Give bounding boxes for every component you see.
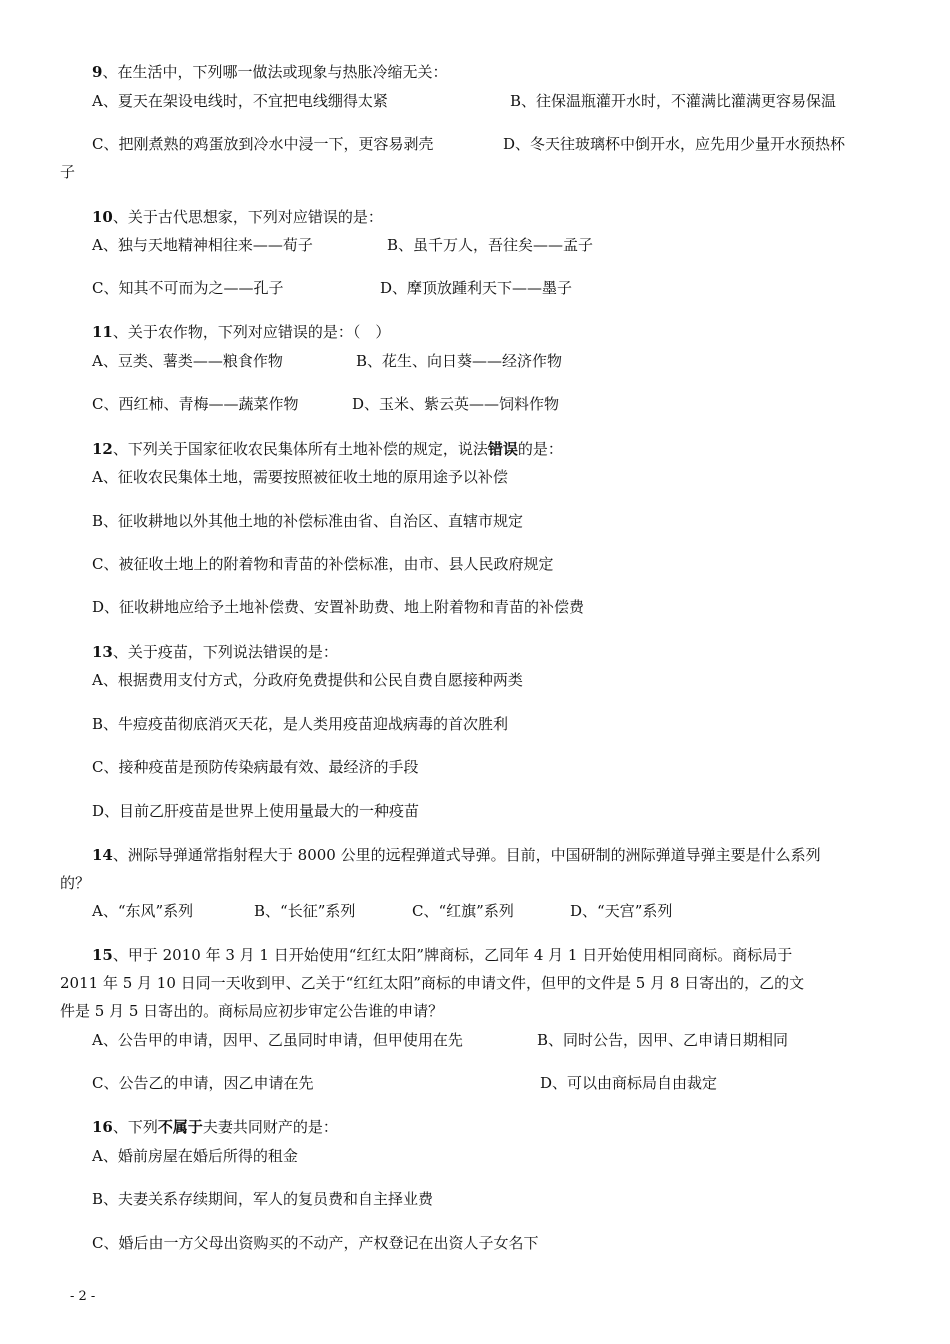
- option-a: A、公告甲的申请，因甲、乙虽同时申请，但甲使用在先: [92, 1031, 463, 1049]
- question-10-stem: [92, 207, 383, 227]
- option-d: D、冬天往玻璃杯中倒开水，应先用少量开水预热杯: [503, 135, 846, 153]
- question-number: 9: [92, 63, 103, 81]
- question-number: 11: [92, 323, 113, 341]
- option-a: A、婚前房屋在婚后所得的租金: [92, 1147, 298, 1165]
- question-14-continuation: 的？: [60, 874, 91, 892]
- question-13-stem: [92, 642, 338, 662]
- option-a: A、夏天在架设电线时，不宜把电线绷得太紧: [92, 92, 388, 110]
- option-a: A、“东风”系列: [92, 902, 194, 920]
- question-text: 、在生活中，下列哪一做法或现象与热胀冷缩无关：: [102, 63, 448, 81]
- option-d-continuation: 子: [60, 163, 76, 181]
- option-d: D、摩顶放踵利天下——墨子: [380, 279, 573, 297]
- option-c: C、“红旗”系列: [412, 902, 514, 920]
- question-text-end: 夫妻共同财产的是：: [202, 1118, 338, 1136]
- question-number: 16: [92, 1118, 113, 1136]
- option-d: D、“天宫”系列: [570, 902, 673, 920]
- option-b: B、牛痘疫苗彻底消灭天花，是人类用疫苗迎战病毒的首次胜利: [92, 715, 509, 733]
- question-text: 、下列: [112, 1118, 158, 1136]
- emphasis-text: 错误: [487, 440, 518, 458]
- option-b: B、同时公告，因甲、乙申请日期相同: [537, 1031, 789, 1049]
- option-b: B、“长征”系列: [254, 902, 356, 920]
- question-text: 、关于农作物，下列对应错误的是：（ ）: [112, 323, 391, 341]
- question-15-continuation-1: 2011 年 5 月 10 日同一天收到甲、乙关于“红红太阳”商标的申请文件，但甲的文件是 5 月 8 日寄出的，乙的文: [60, 974, 805, 992]
- question-text: 、关于疫苗，下列说法错误的是：: [112, 643, 338, 661]
- question-number: 10: [92, 208, 113, 226]
- question-15-continuation-2: 件是 5 月 5 日寄出的。商标局应初步审定公告谁的申请？: [60, 1002, 444, 1020]
- option-c: C、接种疫苗是预防传染病最有效、最经济的手段: [92, 758, 419, 776]
- option-d: D、目前乙肝疫苗是世界上使用量最大的一种疫苗: [92, 802, 420, 820]
- question-text: 、洲际导弹通常指射程大于 8000 公里的远程弹道式导弹。目前，中国研制的洲际弹道导弹主要是什么系列: [112, 846, 821, 864]
- question-number: 13: [92, 643, 113, 661]
- option-c: C、公告乙的申请，因乙申请在先: [92, 1074, 314, 1092]
- option-a: A、豆类、薯类——粮食作物: [92, 352, 283, 370]
- question-text: 、甲于 2010 年 3 月 1 日开始使用“红红太阳”牌商标，乙同年 4 月 1 日开始使用相同商标。商标局于: [112, 946, 793, 964]
- option-c: C、西红柿、青梅——蔬菜作物: [92, 395, 299, 413]
- option-c: C、把刚煮熟的鸡蛋放到冷水中浸一下，更容易剥壳: [92, 135, 434, 153]
- question-text-end: 的是：: [517, 440, 563, 458]
- question-number: 15: [92, 946, 113, 964]
- question-text: 、下列关于国家征收农民集体所有土地补偿的规定，说法: [112, 440, 488, 458]
- option-b: B、虽千万人，吾往矣——孟子: [387, 236, 594, 254]
- option-b: B、往保温瓶灌开水时，不灌满比灌满更容易保温: [510, 92, 837, 110]
- question-11-stem: [92, 322, 390, 342]
- option-b: B、征收耕地以外其他土地的补偿标准由省、自治区、直辖市规定: [92, 512, 524, 530]
- option-a: A、根据费用支付方式，分政府免费提供和公民自费自愿接种两类: [92, 671, 523, 689]
- question-15-stem: [92, 945, 792, 965]
- question-9-stem: [92, 62, 447, 82]
- question-number: 12: [92, 440, 113, 458]
- option-b: B、花生、向日葵——经济作物: [356, 352, 563, 370]
- page-number: - 2 -: [70, 1289, 96, 1304]
- option-a: A、征收农民集体土地，需要按照被征收土地的原用途予以补偿: [92, 468, 508, 486]
- option-d: D、征收耕地应给予土地补偿费、安置补助费、地上附着物和青苗的补偿费: [92, 598, 585, 616]
- question-text: 、关于古代思想家，下列对应错误的是：: [112, 208, 383, 226]
- option-d: D、可以由商标局自由裁定: [540, 1074, 718, 1092]
- option-c: C、婚后由一方父母出资购买的不动产，产权登记在出资人子女名下: [92, 1234, 539, 1252]
- option-b: B、夫妻关系存续期间，军人的复员费和自主择业费: [92, 1190, 434, 1208]
- emphasis-text: 不属于: [157, 1118, 203, 1136]
- question-16-stem: [92, 1117, 338, 1137]
- question-14-stem: [92, 845, 821, 865]
- option-d: D、玉米、紫云英——饲料作物: [352, 395, 560, 413]
- option-a: A、独与天地精神相往来——荀子: [92, 236, 313, 254]
- option-c: C、被征收土地上的附着物和青苗的补偿标准，由市、县人民政府规定: [92, 555, 554, 573]
- option-c: C、知其不可而为之——孔子: [92, 279, 284, 297]
- question-number: 14: [92, 846, 113, 864]
- question-12-stem: [92, 439, 563, 459]
